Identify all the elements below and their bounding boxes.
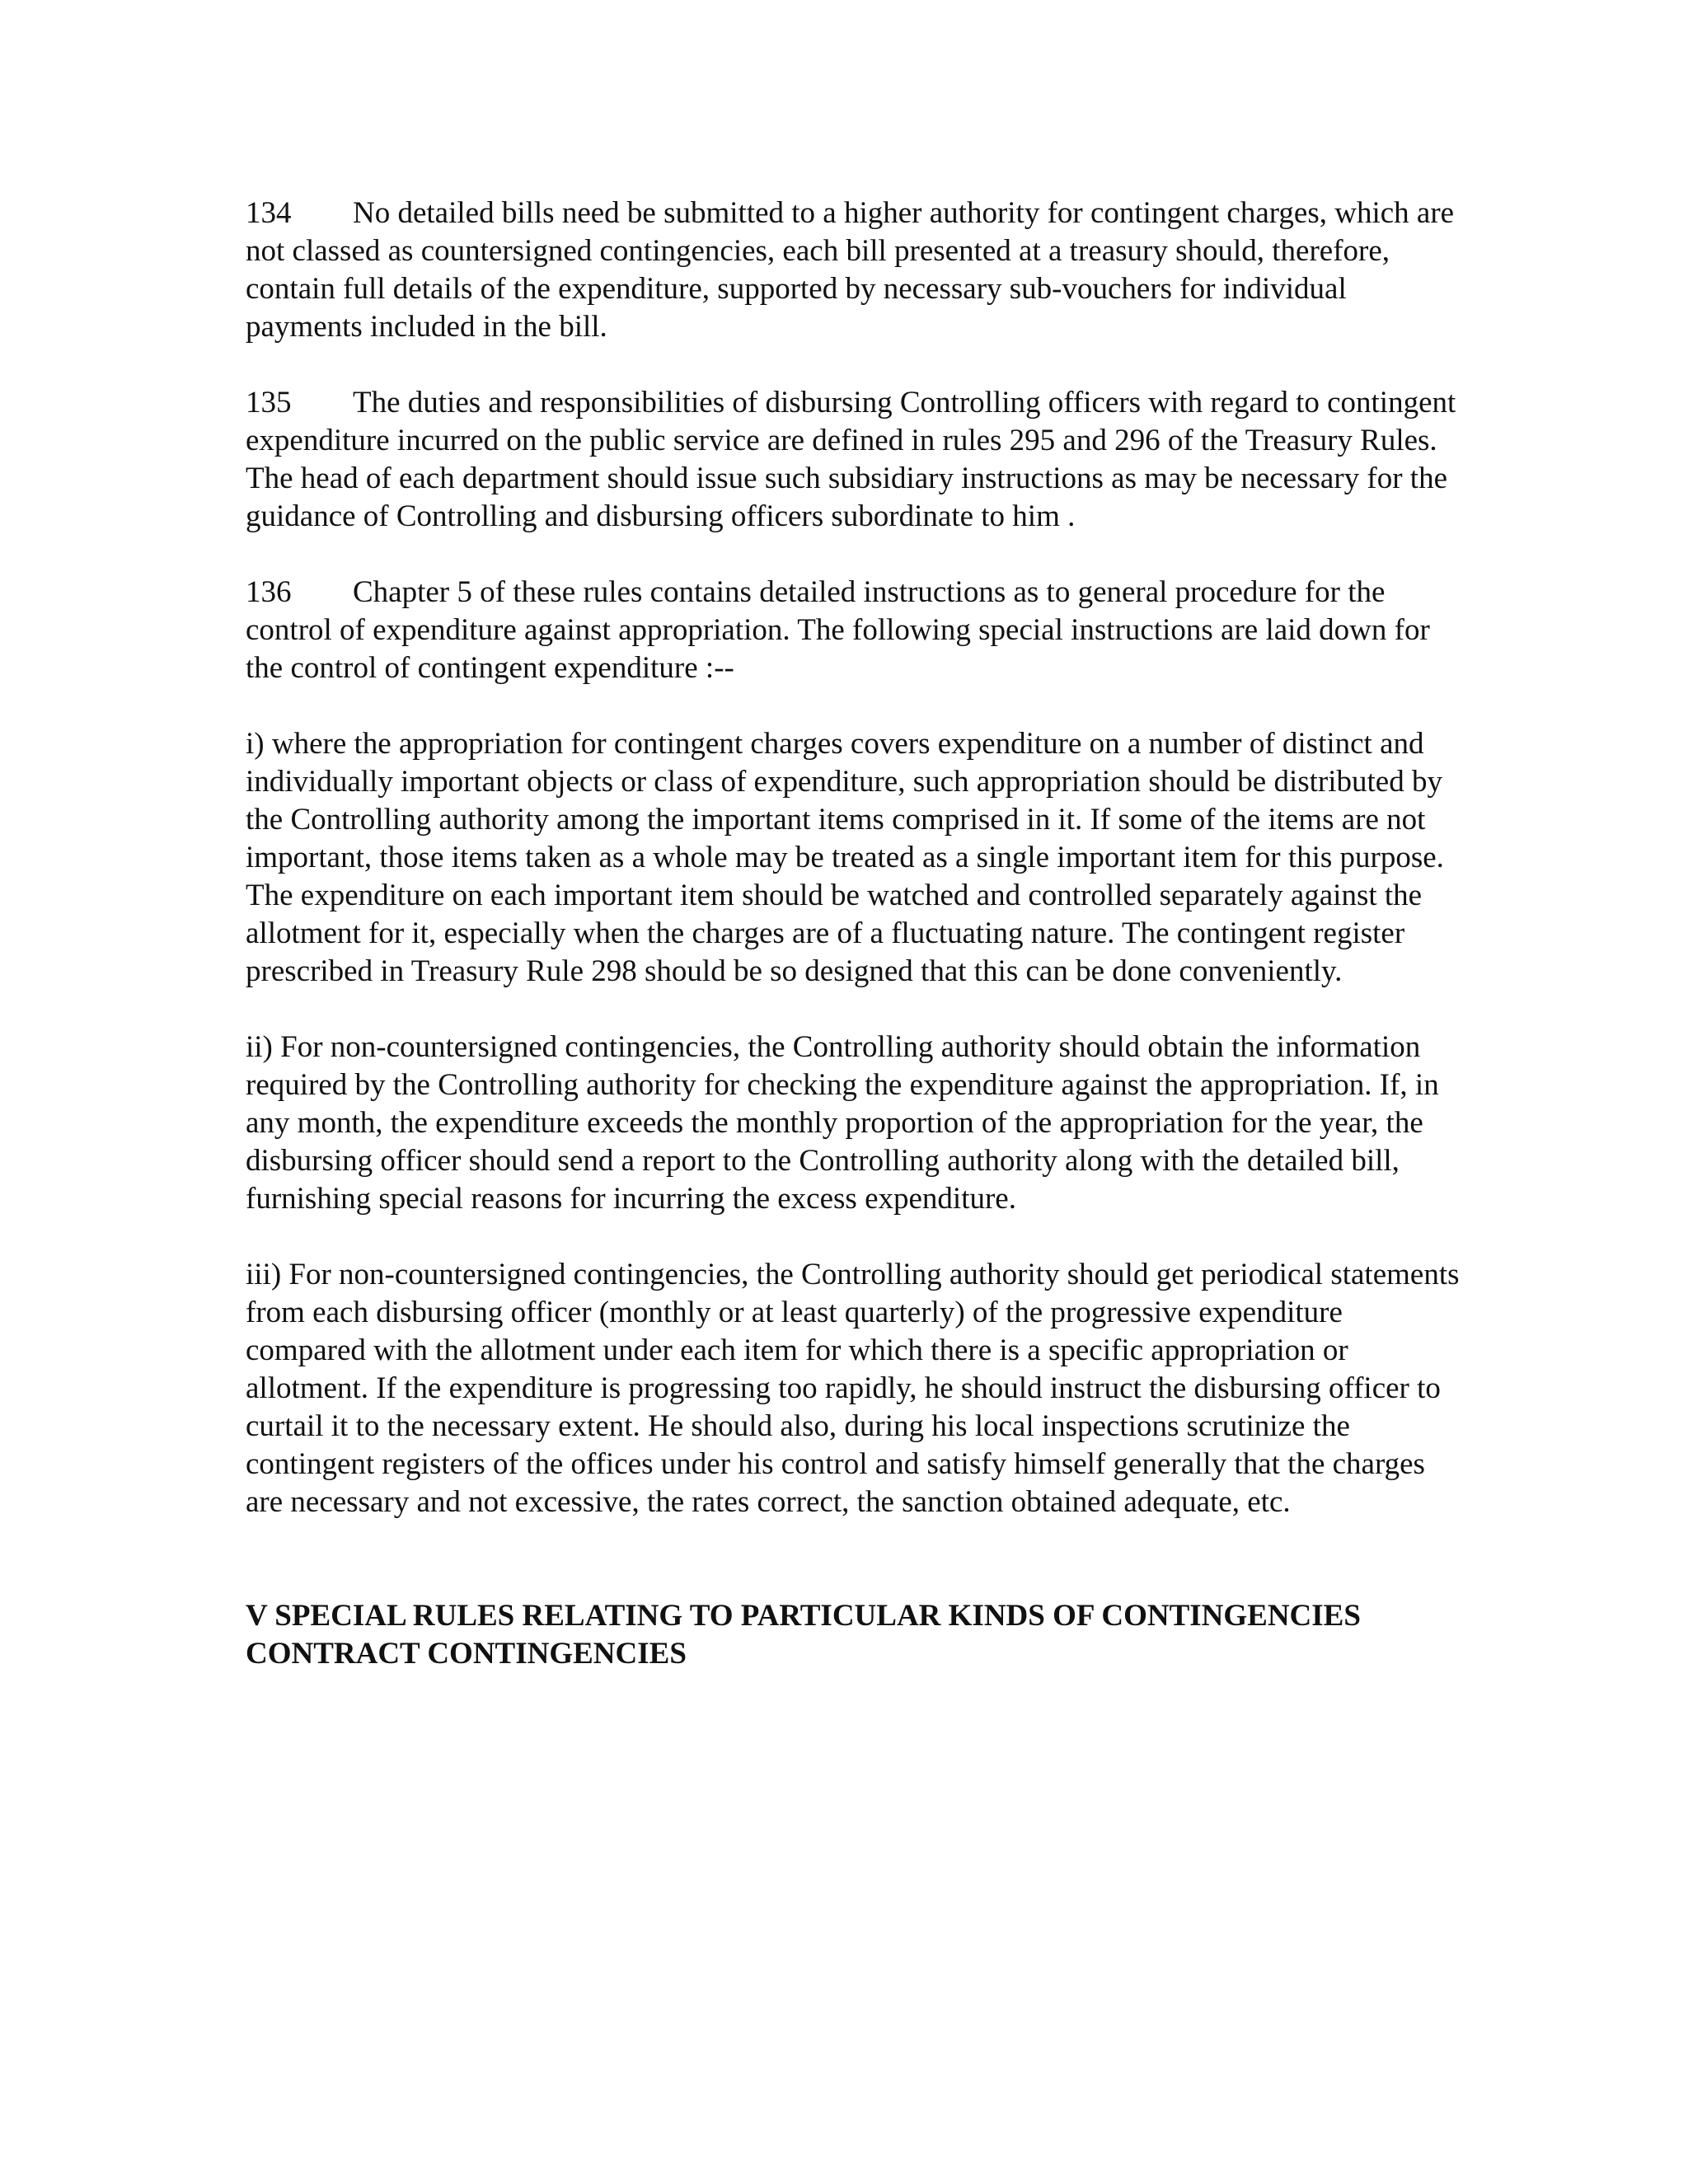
clause-ii — [246, 1029, 1465, 1218]
rule-text: Chapter 5 of these rules contains detailed instructions as to general procedure for the control of expenditure against appropriation. The following special instructions are laid down for the control of contingent expenditure :-- — [246, 575, 1430, 685]
rule-text: The duties and responsibilities of disbursing Controlling officers with regard to contingent expenditure incurred on the public service are defined in rules 295 and 296 of the Treasury Rules. The head of each department should issue such subsidiary instructions as may be necessary for the guidance of Controlling and disbursing officers subordinate to him . — [246, 386, 1456, 533]
rule-136 — [246, 574, 1465, 687]
clause-text: i) where the appropriation for contingent charges covers expenditure on a number of distinct and individually important objects or class of expenditure, such appropriation should be distributed by the Controlling authority among the important items comprised in it. If some of the items are not important, those items taken as a whole may be treated as a single important item for this purpose. The expenditure on each important item should be watched and controlled separately against the allotment for it, especially when the charges are of a fluctuating nature. The contingent register prescribed in Treasury Rule 298 should be so designed that this can be done conveniently. — [246, 727, 1444, 988]
rule-135 — [246, 384, 1465, 536]
section-heading-block — [246, 1597, 1465, 1673]
rule-number: 136 — [246, 575, 292, 609]
clause-iii — [246, 1256, 1465, 1521]
document-page — [246, 194, 1465, 1673]
rule-number: 135 — [246, 386, 292, 419]
clause-i — [246, 725, 1465, 991]
subsection-heading: CONTRACT CONTINGENCIES — [246, 1637, 687, 1671]
rule-number: 134 — [246, 196, 292, 230]
rule-134 — [246, 194, 1465, 346]
clause-text: ii) For non-countersigned contingencies, the Controlling authority should obtain the information required by the Controlling authority for checking the expenditure against the appropriation. If, in any month, the expenditure exceeds the monthly proportion of the appropriation for the year, the disbursing officer should send a report to the Controlling authority along with the detailed bill, furnishing special reasons for incurring the excess expenditure. — [246, 1030, 1439, 1216]
clause-text: iii) For non-countersigned contingencies, the Controlling authority should get periodical statements from each disbursing officer (monthly or at least quarterly) of the progressive expenditure compared with the allotment under each item for which there is a specific appropriation or allotment. If the expenditure is progressing too rapidly, he should instruct the disbursing officer to curtail it to the necessary extent. He should also, during his local inspections scrutinize the contingent registers of the offices under his control and satisfy himself generally that the charges are necessary and not excessive, the rates correct, the sanction obtained adequate, etc. — [246, 1258, 1460, 1519]
rule-text: No detailed bills need be submitted to a higher authority for contingent charges, which are not classed as countersigned contingencies, each bill presented at a treasury should, therefore, contain full details of the expenditure, supported by necessary sub-vouchers for individual payments included in the bill. — [246, 196, 1455, 344]
section-heading: V SPECIAL RULES RELATING TO PARTICULAR KINDS OF CONTINGENCIES — [246, 1599, 1361, 1633]
